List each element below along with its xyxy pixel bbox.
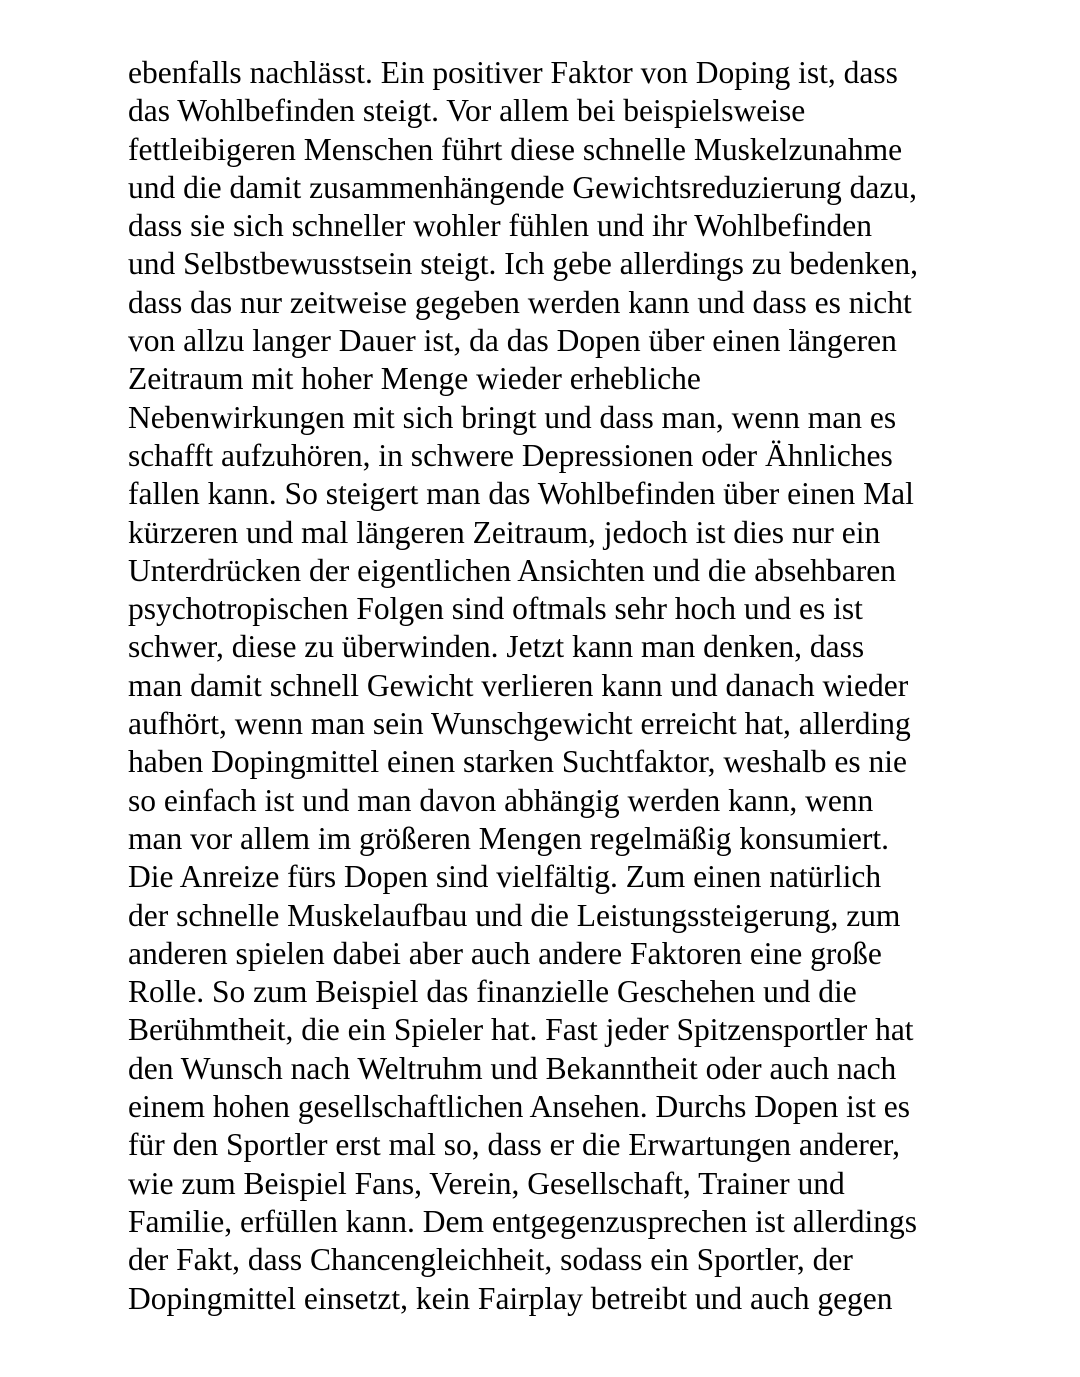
- text-line: kürzeren und mal längeren Zeitraum, jedoch ist dies nur ein: [128, 514, 881, 550]
- text-line: haben Dopingmittel einen starken Suchtfaktor, weshalb es nie: [128, 744, 908, 780]
- text-line: dass das nur zeitweise gegeben werden kann und dass es nicht: [128, 284, 912, 320]
- text-line: der Fakt, dass Chancengleichheit, sodass ein Sportler, der: [128, 1242, 853, 1278]
- text-line: und Selbstbewusstsein steigt. Ich gebe allerdings zu bedenken,: [128, 246, 918, 282]
- text-line: Berühmtheit, die ein Spieler hat. Fast jeder Spitzensportler hat: [128, 1012, 914, 1048]
- text-line: schwer, diese zu überwinden. Jetzt kann man denken, dass: [128, 629, 865, 665]
- text-line: Zeitraum mit hoher Menge wieder erhebliche: [128, 361, 701, 397]
- text-line: Die Anreize fürs Dopen sind vielfältig. Zum einen natürlich: [128, 859, 882, 895]
- text-line: aufhört, wenn man sein Wunschgewicht erreicht hat, allerding: [128, 706, 911, 742]
- text-line: Unterdrücken der eigentlichen Ansichten und die absehbaren: [128, 552, 896, 588]
- text-line: Familie, erfüllen kann. Dem entgegenzusprechen ist allerdings: [128, 1203, 917, 1239]
- text-line: einem hohen gesellschaftlichen Ansehen. Durchs Dopen ist es: [128, 1089, 911, 1125]
- text-line: der schnelle Muskelaufbau und die Leistungssteigerung, zum: [128, 897, 901, 933]
- body-text: [128, 54, 1028, 1318]
- text-line: so einfach ist und man davon abhängig werden kann, wenn: [128, 782, 874, 818]
- text-line: Dopingmittel einsetzt, kein Fairplay betreibt und auch gegen: [128, 1280, 893, 1316]
- text-line: fallen kann. So steigert man das Wohlbefinden über einen Mal: [128, 476, 914, 512]
- text-line: Nebenwirkungen mit sich bringt und dass man, wenn man es: [128, 399, 897, 435]
- text-line: und die damit zusammenhängende Gewichtsreduzierung dazu,: [128, 169, 917, 205]
- text-line: wie zum Beispiel Fans, Verein, Gesellschaft, Trainer und: [128, 1165, 845, 1201]
- text-line: das Wohlbefinden steigt. Vor allem bei beispielsweise: [128, 93, 806, 129]
- text-line: dass sie sich schneller wohler fühlen und ihr Wohlbefinden: [128, 208, 872, 244]
- text-line: psychotropischen Folgen sind oftmals sehr hoch und es ist: [128, 591, 863, 627]
- text-line: Rolle. So zum Beispiel das finanzielle Geschehen und die: [128, 974, 857, 1010]
- text-line: von allzu langer Dauer ist, da das Dopen über einen längeren: [128, 323, 897, 359]
- text-line: fettleibigeren Menschen führt diese schnelle Muskelzunahme: [128, 131, 903, 167]
- text-line: man damit schnell Gewicht verlieren kann und danach wieder: [128, 667, 909, 703]
- text-line: ebenfalls nachlässt. Ein positiver Faktor von Doping ist, dass: [128, 55, 898, 90]
- text-line: man vor allem im größeren Mengen regelmäßig konsumiert.: [128, 820, 890, 856]
- text-line: den Wunsch nach Weltruhm und Bekanntheit oder auch nach: [128, 1050, 897, 1086]
- text-line: für den Sportler erst mal so, dass er die Erwartungen anderer,: [128, 1127, 900, 1163]
- text-line: schafft aufzuhören, in schwere Depressionen oder Ähnliches: [128, 437, 893, 473]
- text-line: anderen spielen dabei aber auch andere Faktoren eine große: [128, 935, 882, 971]
